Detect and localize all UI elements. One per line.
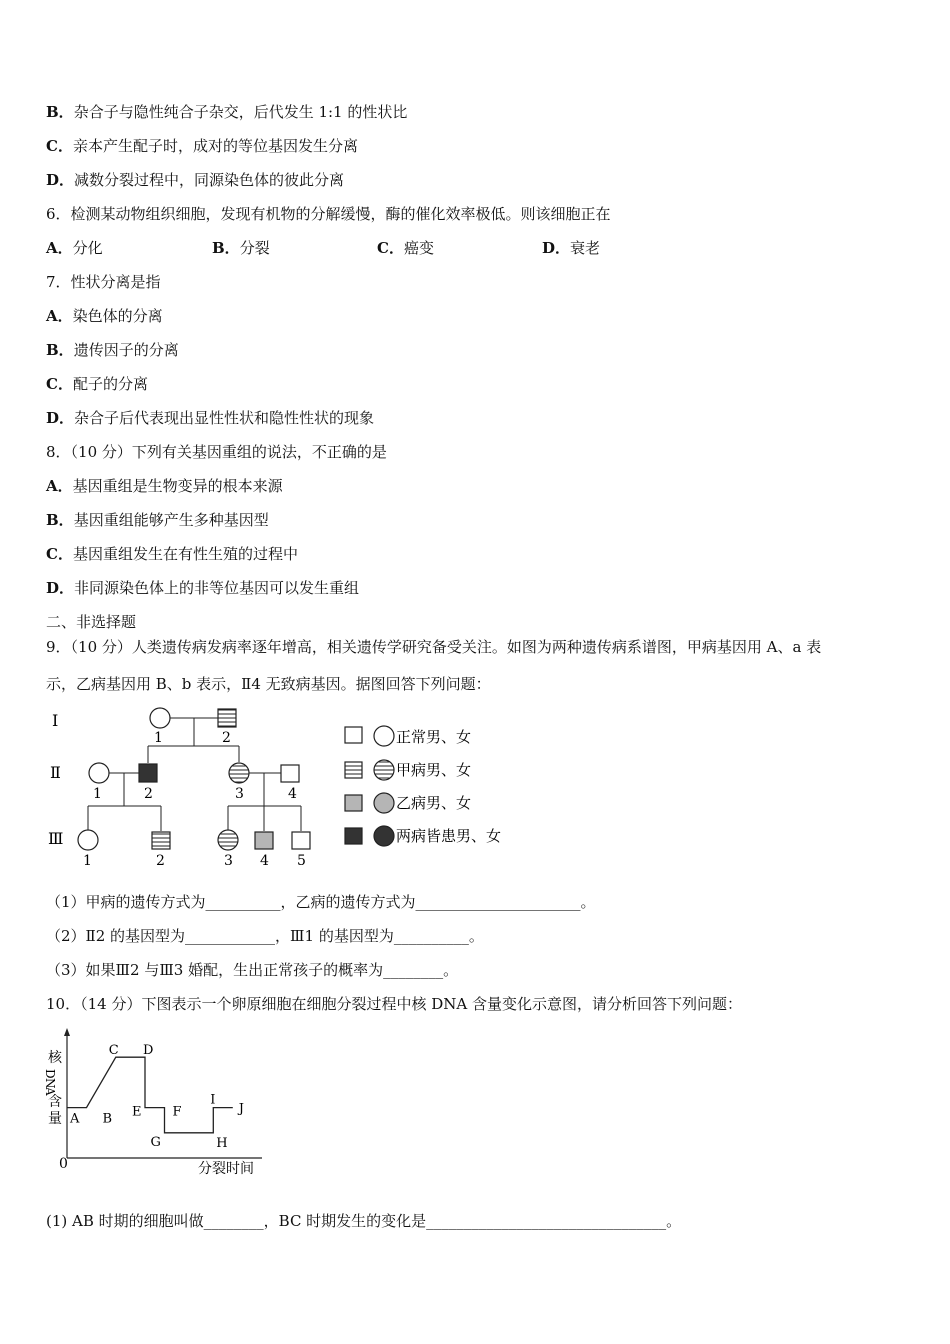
generation-label: Ⅰ <box>52 711 59 730</box>
individual-number: 4 <box>288 786 297 802</box>
option-text: 基因重组能够产生多种基因型 <box>73 511 269 529</box>
gen2-male-normal <box>281 765 299 782</box>
point-label-b: B <box>102 1111 113 1127</box>
q8-option-c <box>46 544 298 564</box>
y-axis-label-char: 含 <box>48 1094 62 1110</box>
q6-option-a <box>46 238 103 258</box>
option-text: 衰老 <box>570 239 601 257</box>
gen3-male-normal <box>292 832 310 849</box>
gen1-male-jia <box>218 709 236 727</box>
point-label-j: J <box>238 1101 245 1117</box>
option-label: B． <box>46 511 74 529</box>
option-text: 杂合子与隐性纯合子杂交，后代发生 1:1 的性状比 <box>73 103 408 121</box>
option-label: C． <box>46 137 73 155</box>
option-b <box>46 102 407 122</box>
individual-number: 2 <box>144 786 153 802</box>
option-label: A． <box>46 307 73 325</box>
section-heading: 二、非选择题 <box>46 613 137 631</box>
option-text: 非同源染色体上的非等位基因可以发生重组 <box>74 579 360 597</box>
q9-stem-line2: 示，乙病基因用 B、b 表示，Ⅱ4 无致病基因。据图回答下列问题： <box>46 675 491 693</box>
y-axis-label-char: 核 <box>48 1050 62 1066</box>
q6-option-c <box>377 238 434 258</box>
legend-label: 两病皆患男、女 <box>396 827 502 845</box>
legend-male-jia-icon <box>345 762 362 778</box>
q6-stem: 6．检测某动物组织细胞，发现有机物的分解缓慢，酶的催化效率极低。则该细胞正在 <box>46 205 611 223</box>
q9-sub2: （2）Ⅱ2 的基因型为____________，Ⅲ1 的基因型为__________。 <box>46 927 484 945</box>
dna-content-line <box>67 1057 233 1133</box>
legend-label: 甲病男、女 <box>396 761 472 779</box>
option-text: 基因重组是生物变异的根本来源 <box>72 477 283 495</box>
y-axis-label-char: D <box>43 1069 57 1079</box>
point-label-f: F <box>172 1104 182 1120</box>
point-label-h: H <box>216 1135 228 1151</box>
gen3-male-jia <box>152 832 170 849</box>
legend-male-normal-icon <box>345 727 362 743</box>
option-text: 配子的分离 <box>72 375 148 393</box>
q8-option-a <box>46 476 283 496</box>
option-text: 遗传因子的分离 <box>73 341 179 359</box>
option-label: D． <box>46 171 75 189</box>
option-label: A． <box>46 477 73 495</box>
point-label-e: E <box>132 1104 142 1120</box>
q9-sub3: （3）如果Ⅲ2 与Ⅲ3 婚配，生出正常孩子的概率为________。 <box>46 961 459 979</box>
point-label-a: A <box>70 1111 80 1127</box>
legend-female-both-icon <box>374 826 394 846</box>
q7-option-a <box>46 306 163 326</box>
point-label-d: D <box>143 1043 154 1059</box>
gen3-female-jia <box>218 830 238 850</box>
origin-label: 0 <box>59 1156 68 1172</box>
individual-number: 1 <box>154 730 163 746</box>
legend-female-normal-icon <box>374 726 394 746</box>
option-label: B． <box>212 239 240 257</box>
point-labels <box>69 1043 244 1151</box>
q9-sub1: （1）甲病的遗传方式为__________，乙病的遗传方式为______________________。 <box>46 893 596 911</box>
option-label: D． <box>46 579 75 597</box>
q8-stem: 8．（10 分）下列有关基因重组的说法，不正确的是 <box>46 443 387 461</box>
q7-option-c <box>46 374 148 394</box>
legend-label: 正常男、女 <box>396 728 472 746</box>
option-label: C． <box>46 545 73 563</box>
q9-stem-line1: 9．（10 分）人类遗传病发病率逐年增高，相关遗传学研究备受关注。如图为两种遗传病系谱图，甲病基因用 A、a 表 <box>46 638 822 656</box>
option-text: 杂合子后代表现出显性性状和隐性性状的现象 <box>74 409 375 427</box>
dna-content-chart <box>40 1028 280 1183</box>
point-label-c: C <box>108 1043 119 1059</box>
gen3-female-normal <box>78 830 98 850</box>
legend-female-yi-icon <box>374 793 394 813</box>
gen1-female-normal <box>150 708 170 728</box>
generation-label: Ⅱ <box>50 763 61 782</box>
option-label: B． <box>46 103 74 121</box>
y-axis-label <box>43 1049 63 1127</box>
option-text: 亲本产生配子时，成对的等位基因发生分离 <box>72 137 358 155</box>
gen2-female-normal <box>89 763 109 783</box>
option-text: 减数分裂过程中，同源染色体的彼此分离 <box>74 171 345 189</box>
option-text: 基因重组发生在有性生殖的过程中 <box>72 545 298 563</box>
y-axis-label-char: A <box>43 1087 57 1096</box>
individual-number: 3 <box>224 853 233 869</box>
individual-number: 1 <box>83 853 92 869</box>
point-label-g: G <box>150 1134 161 1150</box>
pedigree-diagram <box>40 700 540 875</box>
option-label: D． <box>542 239 571 257</box>
option-text: 癌变 <box>403 239 434 257</box>
legend-male-both-icon <box>345 828 362 844</box>
option-d <box>46 170 344 190</box>
gen2-male-both <box>139 764 157 782</box>
individual-number: 2 <box>156 853 165 869</box>
q7-option-d <box>46 408 374 428</box>
option-label: B． <box>46 341 74 359</box>
y-axis-label-char: 量 <box>48 1111 62 1127</box>
option-label: C． <box>377 239 404 257</box>
option-text: 分化 <box>72 239 103 257</box>
individual-number: 2 <box>222 730 231 746</box>
q6-option-b <box>212 238 270 258</box>
point-label-i: I <box>210 1092 216 1108</box>
gen3-male-yi <box>255 832 273 849</box>
q6-option-d <box>542 238 600 258</box>
option-text: 染色体的分离 <box>72 307 163 325</box>
legend-female-jia-icon <box>374 760 394 780</box>
individual-number: 5 <box>297 853 306 869</box>
individual-number: 1 <box>93 786 102 802</box>
option-label: D． <box>46 409 75 427</box>
generation-label: Ⅲ <box>48 829 64 848</box>
q10-sub1: (1) AB 时期的细胞叫做________，BC 时期发生的变化是________________________________。 <box>46 1212 682 1230</box>
q7-option-b <box>46 340 179 360</box>
q8-option-d <box>46 578 359 598</box>
individual-number: 4 <box>260 853 269 869</box>
q7-stem: 7．性状分离是指 <box>46 273 161 291</box>
individual-number: 3 <box>235 786 244 802</box>
option-text: 分裂 <box>239 239 270 257</box>
gen2-female-jia <box>229 763 249 783</box>
legend-male-yi-icon <box>345 795 362 811</box>
y-axis-arrow <box>64 1028 70 1036</box>
x-axis-label: 分裂时间 <box>198 1161 254 1177</box>
q10-stem: 10．（14 分）下图表示一个卵原细胞在细胞分裂过程中核 DNA 含量变化示意图，请分析回答下列问题： <box>46 995 742 1013</box>
option-c <box>46 136 358 156</box>
q8-option-b <box>46 510 269 530</box>
option-label: C． <box>46 375 73 393</box>
y-axis-label-char: N <box>43 1078 57 1089</box>
option-label: A． <box>46 239 73 257</box>
legend-label: 乙病男、女 <box>396 794 472 812</box>
